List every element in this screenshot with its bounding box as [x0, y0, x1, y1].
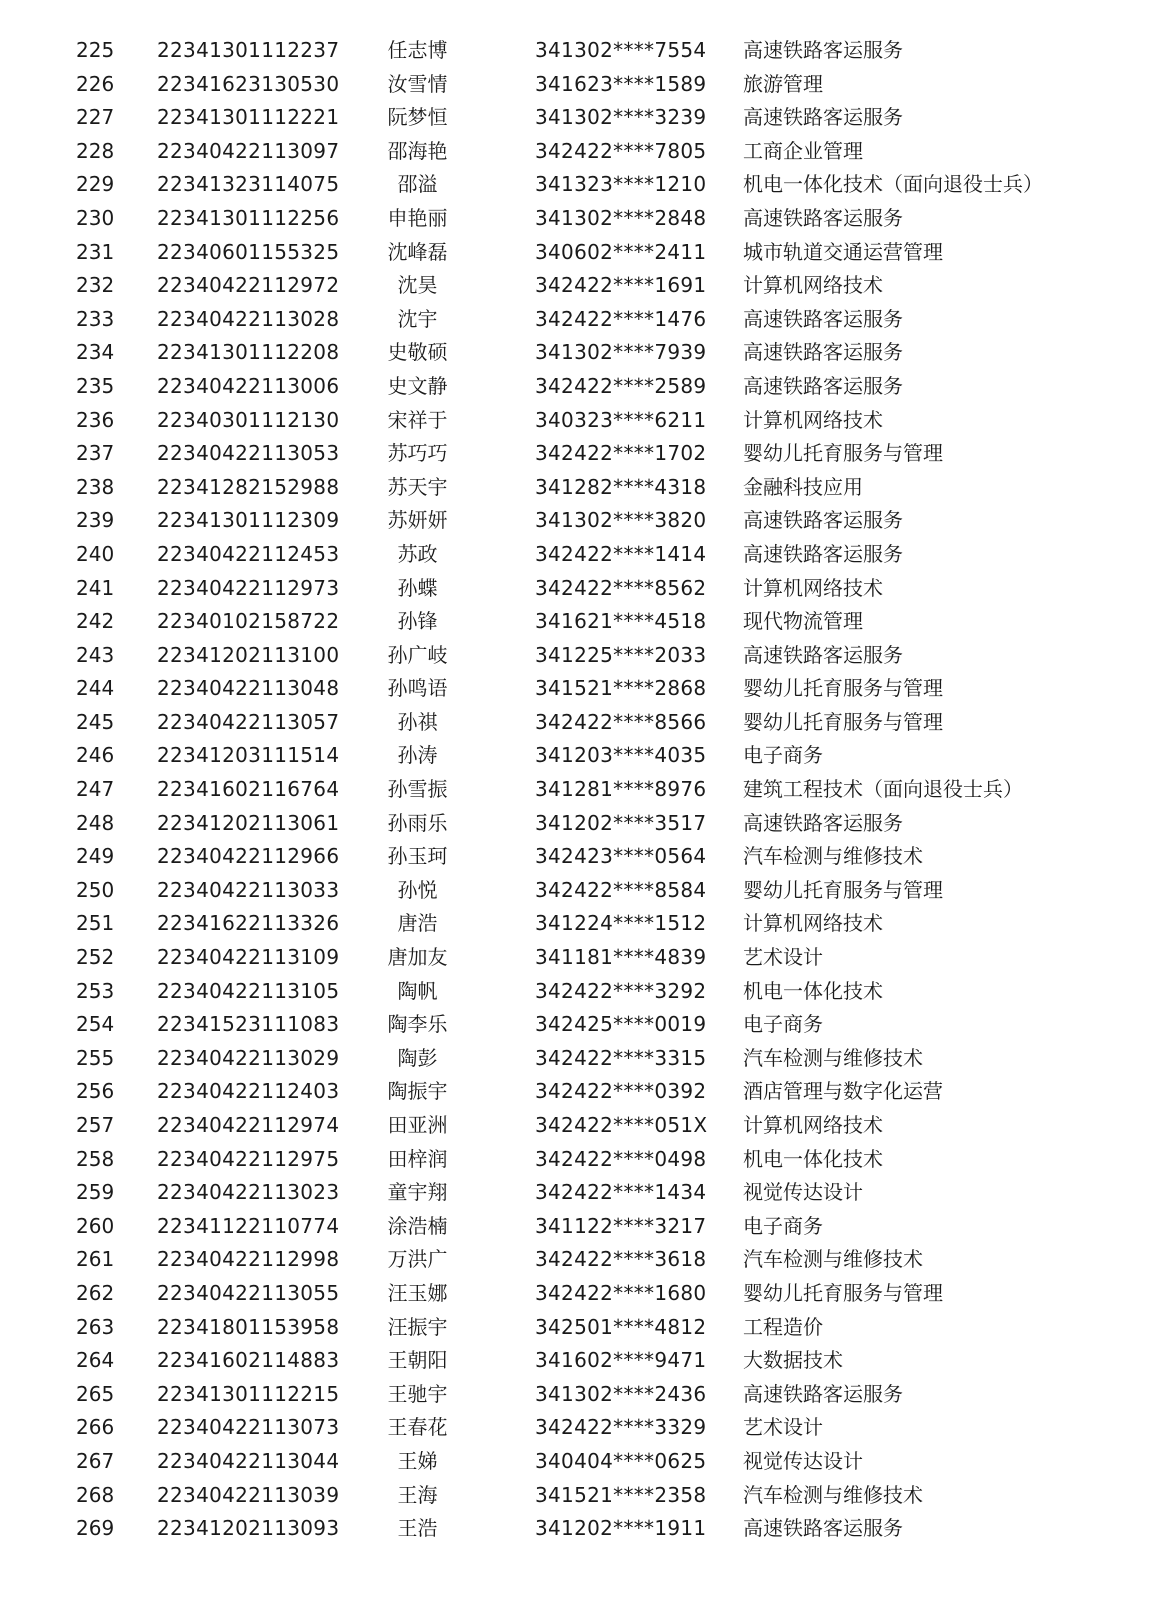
table-row [0, 437, 1169, 471]
id-number: 342422****8562 [535, 575, 707, 600]
row-number: 229 [76, 172, 115, 197]
id-number: 342422****0498 [535, 1146, 707, 1171]
row-number: 251 [76, 911, 115, 936]
id-number: 341623****1589 [535, 71, 707, 96]
exam-number: 22340422112966 [157, 844, 340, 869]
row-number: 237 [76, 441, 115, 466]
table-row [0, 34, 1169, 68]
student-name: 汪玉娜 [387, 1280, 448, 1305]
table-row [0, 807, 1169, 841]
table-row [0, 706, 1169, 740]
exam-number: 22340422113044 [157, 1448, 340, 1473]
row-number: 236 [76, 407, 115, 432]
id-number: 340323****6211 [535, 407, 707, 432]
student-name: 史文静 [387, 373, 448, 398]
id-number: 341203****4035 [535, 743, 707, 768]
table-row [0, 975, 1169, 1009]
table-row [0, 1445, 1169, 1479]
row-number: 238 [76, 474, 115, 499]
student-name: 宋祥于 [387, 407, 448, 432]
exam-number: 22341282152988 [157, 474, 340, 499]
major-name: 工程造价 [743, 1314, 823, 1339]
table-row [0, 672, 1169, 706]
major-name: 婴幼儿托育服务与管理 [743, 1280, 943, 1305]
id-number: 340602****2411 [535, 239, 707, 264]
exam-number: 22340422112403 [157, 1079, 340, 1104]
exam-number: 22340422113029 [157, 1045, 340, 1070]
id-number: 341202****3517 [535, 810, 707, 835]
student-name: 沈宇 [397, 306, 438, 331]
exam-number: 22341122110774 [157, 1213, 340, 1238]
exam-number: 22340422113109 [157, 945, 340, 970]
row-number: 226 [76, 71, 115, 96]
student-name: 陶彭 [397, 1045, 438, 1070]
student-name: 孙雪振 [387, 777, 448, 802]
table-row [0, 336, 1169, 370]
exam-number: 22341301112237 [157, 38, 340, 62]
major-name: 高速铁路客运服务 [743, 810, 903, 835]
major-name: 汽车检测与维修技术 [743, 844, 923, 869]
major-name: 电子商务 [743, 743, 823, 768]
table-row [0, 236, 1169, 270]
exam-number: 22340422112975 [157, 1146, 340, 1171]
row-number: 256 [76, 1079, 115, 1104]
exam-number: 22340422113057 [157, 709, 340, 734]
major-name: 高速铁路客运服务 [743, 373, 903, 398]
id-number: 341602****9471 [535, 1348, 707, 1373]
id-number: 341302****3239 [535, 105, 707, 130]
student-name: 任志博 [387, 38, 448, 62]
table-row [0, 370, 1169, 404]
exam-number: 22341301112256 [157, 205, 340, 230]
major-name: 汽车检测与维修技术 [743, 1045, 923, 1070]
id-number: 342422****1434 [535, 1180, 707, 1205]
exam-number: 22340422113048 [157, 676, 340, 701]
table-row [0, 1109, 1169, 1143]
exam-number: 22341301112215 [157, 1381, 340, 1406]
row-number: 248 [76, 810, 115, 835]
table-row [0, 168, 1169, 202]
row-number: 249 [76, 844, 115, 869]
id-number: 341122****3217 [535, 1213, 707, 1238]
student-name: 孙蝶 [397, 575, 438, 600]
id-number: 341282****4318 [535, 474, 707, 499]
exam-number: 22341202113061 [157, 810, 340, 835]
major-name: 高速铁路客运服务 [743, 642, 903, 667]
exam-number: 22340102158722 [157, 609, 340, 634]
id-number: 342422****7805 [535, 138, 707, 163]
row-number: 254 [76, 1012, 115, 1037]
id-number: 342422****3618 [535, 1247, 707, 1272]
id-number: 342422****3329 [535, 1415, 707, 1440]
student-name: 汪振宇 [387, 1314, 448, 1339]
student-name: 孙锋 [397, 609, 438, 634]
student-name: 万洪广 [387, 1247, 448, 1272]
row-number: 228 [76, 138, 115, 163]
row-number: 264 [76, 1348, 115, 1373]
id-number: 340404****0625 [535, 1448, 707, 1473]
id-number: 341225****2033 [535, 642, 707, 667]
student-name: 孙广岐 [387, 642, 448, 667]
row-number: 257 [76, 1113, 115, 1137]
table-row [0, 1512, 1169, 1546]
table-row [0, 404, 1169, 438]
major-name: 机电一体化技术 [743, 1146, 883, 1171]
major-name: 视觉传达设计 [743, 1448, 863, 1473]
student-name: 苏妍妍 [387, 508, 448, 533]
student-name: 孙祺 [397, 709, 438, 734]
major-name: 金融科技应用 [743, 474, 863, 499]
student-name: 邵海艳 [387, 138, 448, 163]
table-row [0, 1143, 1169, 1177]
student-name: 申艳丽 [387, 205, 448, 230]
exam-number: 22341523111083 [157, 1012, 340, 1037]
table-row [0, 874, 1169, 908]
id-number: 342422****8584 [535, 877, 707, 902]
table-row [0, 1277, 1169, 1311]
id-number: 342422****3315 [535, 1045, 707, 1070]
row-number: 234 [76, 340, 115, 365]
table-row [0, 773, 1169, 807]
row-number: 240 [76, 541, 115, 566]
table-row [0, 1008, 1169, 1042]
exam-number: 22341202113093 [157, 1516, 340, 1541]
student-name: 沈峰磊 [387, 239, 448, 264]
table-row [0, 840, 1169, 874]
row-number: 242 [76, 609, 115, 634]
student-name: 汝雪情 [387, 71, 448, 96]
row-number: 269 [76, 1516, 115, 1541]
table-row [0, 471, 1169, 505]
row-number: 265 [76, 1381, 115, 1406]
student-name: 唐加友 [387, 945, 448, 970]
exam-number: 22340301112130 [157, 407, 340, 432]
row-number: 245 [76, 709, 115, 734]
student-name: 王娣 [397, 1448, 438, 1473]
exam-number: 22340422113097 [157, 138, 340, 163]
row-number: 227 [76, 105, 115, 130]
row-number: 239 [76, 508, 115, 533]
row-number: 260 [76, 1213, 115, 1238]
row-number: 247 [76, 777, 115, 802]
student-name: 苏巧巧 [387, 441, 448, 466]
exam-number: 22340422112972 [157, 273, 340, 298]
exam-number: 22340422113053 [157, 441, 340, 466]
table-row [0, 1176, 1169, 1210]
major-name: 婴幼儿托育服务与管理 [743, 676, 943, 701]
id-number: 341521****2868 [535, 676, 707, 701]
exam-number: 22340422113073 [157, 1415, 340, 1440]
table-row [0, 504, 1169, 538]
major-name: 高速铁路客运服务 [743, 205, 903, 230]
exam-number: 22340422112973 [157, 575, 340, 600]
exam-number: 22341602114883 [157, 1348, 340, 1373]
id-number: 342422****1702 [535, 441, 707, 466]
major-name: 计算机网络技术 [743, 273, 883, 298]
row-number: 232 [76, 273, 115, 298]
major-name: 汽车检测与维修技术 [743, 1482, 923, 1507]
student-name: 王海 [397, 1482, 438, 1507]
row-number: 230 [76, 205, 115, 230]
major-name: 计算机网络技术 [743, 407, 883, 432]
id-number: 341202****1911 [535, 1516, 707, 1541]
id-number: 342423****0564 [535, 844, 707, 869]
id-number: 342501****4812 [535, 1314, 707, 1339]
table-row [0, 941, 1169, 975]
admission-roster-table [0, 34, 1169, 1546]
row-number: 243 [76, 642, 115, 667]
exam-number: 22341301112208 [157, 340, 340, 365]
student-name: 孙雨乐 [387, 810, 448, 835]
student-name: 王春花 [387, 1415, 448, 1440]
id-number: 342422****0392 [535, 1079, 707, 1104]
student-name: 涂浩楠 [387, 1213, 448, 1238]
major-name: 艺术设计 [743, 945, 823, 970]
id-number: 341621****4518 [535, 609, 707, 634]
id-number: 341302****3820 [535, 508, 707, 533]
major-name: 婴幼儿托育服务与管理 [743, 709, 943, 734]
student-name: 苏政 [397, 541, 438, 566]
exam-number: 22341623130530 [157, 71, 340, 96]
student-name: 王驰宇 [387, 1381, 448, 1406]
row-number: 255 [76, 1045, 115, 1070]
student-name: 苏天宇 [387, 474, 448, 499]
id-number: 342422****1476 [535, 306, 707, 331]
exam-number: 22340422113039 [157, 1482, 340, 1507]
table-row [0, 1042, 1169, 1076]
major-name: 高速铁路客运服务 [743, 38, 903, 62]
student-name: 陶李乐 [387, 1012, 448, 1037]
student-name: 阮梦恒 [387, 105, 448, 130]
student-name: 王朝阳 [387, 1348, 448, 1373]
table-row [0, 639, 1169, 673]
major-name: 高速铁路客运服务 [743, 340, 903, 365]
row-number: 241 [76, 575, 115, 600]
major-name: 视觉传达设计 [743, 1180, 863, 1205]
major-name: 建筑工程技术（面向退役士兵） [743, 777, 1023, 802]
table-row [0, 135, 1169, 169]
student-name: 王浩 [397, 1516, 438, 1541]
major-name: 计算机网络技术 [743, 575, 883, 600]
table-row [0, 1411, 1169, 1445]
exam-number: 22340601155325 [157, 239, 340, 264]
exam-number: 22341301112221 [157, 105, 340, 130]
major-name: 高速铁路客运服务 [743, 1381, 903, 1406]
row-number: 263 [76, 1314, 115, 1339]
student-name: 童宇翔 [387, 1180, 448, 1205]
id-number: 342422****1680 [535, 1280, 707, 1305]
major-name: 婴幼儿托育服务与管理 [743, 441, 943, 466]
student-name: 陶帆 [397, 978, 438, 1003]
exam-number: 22341622113326 [157, 911, 340, 936]
student-name: 史敬硕 [387, 340, 448, 365]
major-name: 计算机网络技术 [743, 1113, 883, 1137]
table-row [0, 202, 1169, 236]
major-name: 酒店管理与数字化运营 [743, 1079, 943, 1104]
major-name: 高速铁路客运服务 [743, 1516, 903, 1541]
student-name: 邵溢 [397, 172, 438, 197]
student-name: 田亚洲 [387, 1113, 448, 1137]
major-name: 计算机网络技术 [743, 911, 883, 936]
major-name: 汽车检测与维修技术 [743, 1247, 923, 1272]
row-number: 259 [76, 1180, 115, 1205]
major-name: 旅游管理 [743, 71, 823, 96]
student-name: 孙涛 [397, 743, 438, 768]
table-row [0, 1075, 1169, 1109]
id-number: 342422****3292 [535, 978, 707, 1003]
id-number: 341302****7939 [535, 340, 707, 365]
row-number: 244 [76, 676, 115, 701]
row-number: 266 [76, 1415, 115, 1440]
major-name: 现代物流管理 [743, 609, 863, 634]
row-number: 258 [76, 1146, 115, 1171]
exam-number: 22341202113100 [157, 642, 340, 667]
exam-number: 22341301112309 [157, 508, 340, 533]
id-number: 342422****8566 [535, 709, 707, 734]
id-number: 342422****1691 [535, 273, 707, 298]
row-number: 268 [76, 1482, 115, 1507]
row-number: 235 [76, 373, 115, 398]
row-number: 246 [76, 743, 115, 768]
exam-number: 22340422113023 [157, 1180, 340, 1205]
row-number: 231 [76, 239, 115, 264]
exam-number: 22341602116764 [157, 777, 340, 802]
row-number: 253 [76, 978, 115, 1003]
id-number: 342422****2589 [535, 373, 707, 398]
id-number: 342422****051X [535, 1113, 708, 1137]
major-name: 高速铁路客运服务 [743, 508, 903, 533]
row-number: 233 [76, 306, 115, 331]
table-row [0, 68, 1169, 102]
table-row [0, 1311, 1169, 1345]
major-name: 艺术设计 [743, 1415, 823, 1440]
exam-number: 22340422112998 [157, 1247, 340, 1272]
major-name: 工商企业管理 [743, 138, 863, 163]
row-number: 225 [76, 38, 115, 62]
student-name: 沈昊 [397, 273, 438, 298]
row-number: 267 [76, 1448, 115, 1473]
id-number: 341302****2848 [535, 205, 707, 230]
major-name: 婴幼儿托育服务与管理 [743, 877, 943, 902]
table-row [0, 907, 1169, 941]
exam-number: 22341801153958 [157, 1314, 340, 1339]
id-number: 341302****7554 [535, 38, 707, 62]
id-number: 341224****1512 [535, 911, 707, 936]
table-row [0, 538, 1169, 572]
table-row [0, 269, 1169, 303]
table-row [0, 101, 1169, 135]
exam-number: 22341203111514 [157, 743, 340, 768]
exam-number: 22340422113006 [157, 373, 340, 398]
id-number: 341323****1210 [535, 172, 707, 197]
exam-number: 22340422112453 [157, 541, 340, 566]
major-name: 机电一体化技术（面向退役士兵） [743, 172, 1043, 197]
student-name: 孙悦 [397, 877, 438, 902]
major-name: 大数据技术 [743, 1348, 843, 1373]
id-number: 341281****8976 [535, 777, 707, 802]
major-name: 高速铁路客运服务 [743, 105, 903, 130]
table-row [0, 1243, 1169, 1277]
major-name: 电子商务 [743, 1012, 823, 1037]
exam-number: 22340422112974 [157, 1113, 340, 1137]
table-row [0, 605, 1169, 639]
table-row [0, 572, 1169, 606]
major-name: 高速铁路客运服务 [743, 541, 903, 566]
exam-number: 22340422113028 [157, 306, 340, 331]
exam-number: 22341323114075 [157, 172, 340, 197]
id-number: 342422****1414 [535, 541, 707, 566]
table-row [0, 1210, 1169, 1244]
id-number: 341302****2436 [535, 1381, 707, 1406]
table-row [0, 303, 1169, 337]
exam-number: 22340422113105 [157, 978, 340, 1003]
row-number: 252 [76, 945, 115, 970]
row-number: 261 [76, 1247, 115, 1272]
student-name: 唐浩 [397, 911, 438, 936]
major-name: 电子商务 [743, 1213, 823, 1238]
id-number: 341521****2358 [535, 1482, 707, 1507]
student-name: 孙玉珂 [387, 844, 448, 869]
id-number: 341181****4839 [535, 945, 707, 970]
major-name: 高速铁路客运服务 [743, 306, 903, 331]
id-number: 342425****0019 [535, 1012, 707, 1037]
table-row [0, 1378, 1169, 1412]
exam-number: 22340422113033 [157, 877, 340, 902]
major-name: 城市轨道交通运营管理 [743, 239, 943, 264]
table-row [0, 1479, 1169, 1513]
table-row [0, 739, 1169, 773]
row-number: 262 [76, 1280, 115, 1305]
major-name: 机电一体化技术 [743, 978, 883, 1003]
exam-number: 22340422113055 [157, 1280, 340, 1305]
student-name: 陶振宇 [387, 1079, 448, 1104]
student-name: 田梓润 [387, 1146, 448, 1171]
student-name: 孙鸣语 [387, 676, 448, 701]
table-row [0, 1344, 1169, 1378]
row-number: 250 [76, 877, 115, 902]
